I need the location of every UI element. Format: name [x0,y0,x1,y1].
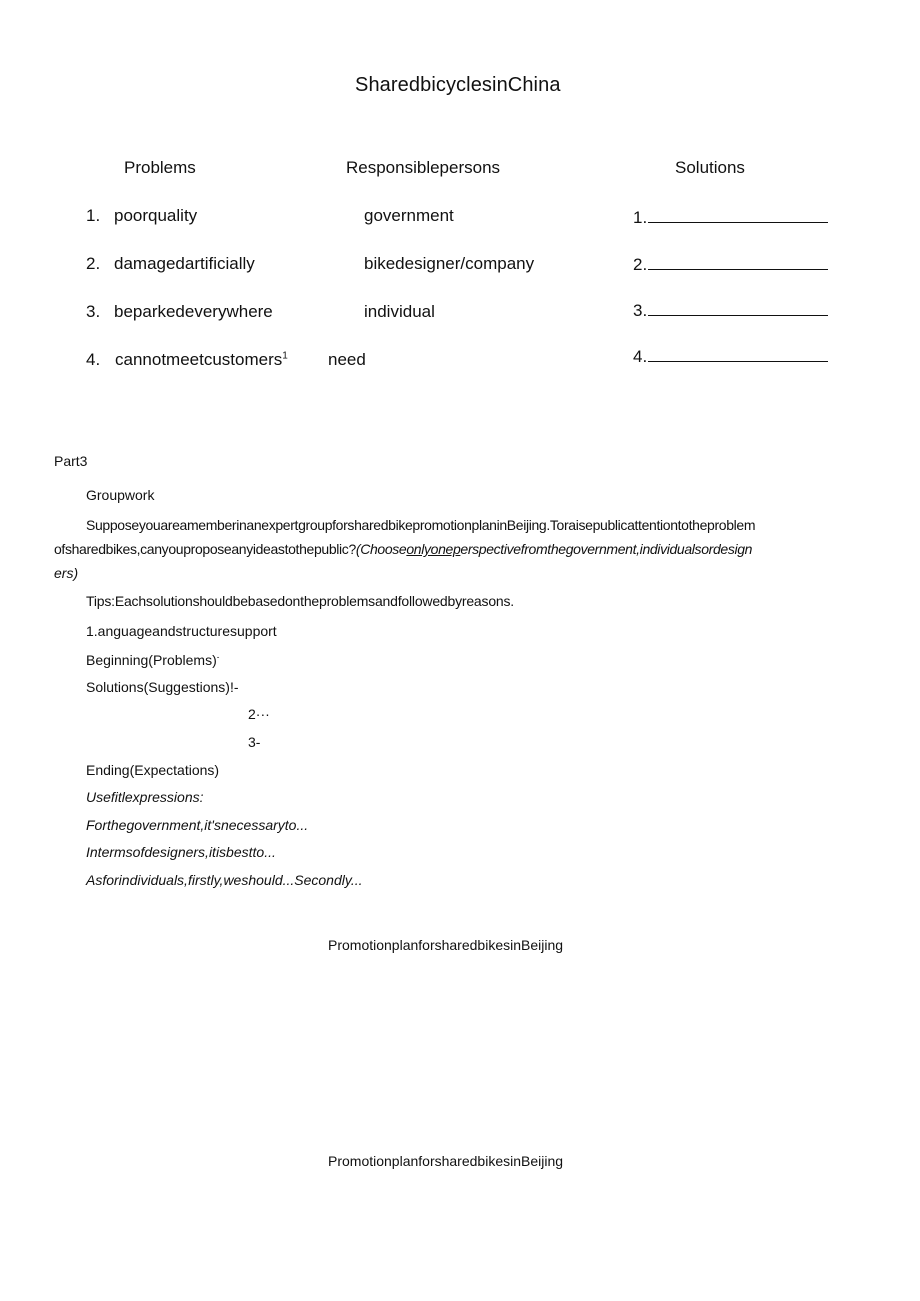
solution-fill-line [648,297,828,316]
prompt-line-3: ers) [54,565,79,581]
solution-blank[interactable] [633,343,828,367]
document-title: SharedbicyclesinChina [355,74,561,96]
responsible-person: government [364,206,454,225]
problem-text: beparkedeverywhere [114,302,273,321]
groupwork-heading: Groupwork [86,487,155,503]
prompt-instruction-underlined: onlyonep [406,541,461,557]
footnote-marker: 1 [282,350,288,362]
tips-text: Tips:Eachsolutionshouldbebasedontheproblemsandfollowedbyreasons. [86,593,514,609]
header-solutions: Solutions [675,158,745,177]
beginning-label [86,652,219,668]
problem-number: 3. [86,302,101,321]
prompt-instruction-b: erspectivefromthegovernment,individualsordesign [460,541,753,557]
solution-blank[interactable] [633,297,828,321]
solution-item-2: 2··· [248,706,270,722]
ending-label: Ending(Expectations) [86,762,220,778]
solution-fill-line [648,343,828,362]
beginning-text: Beginning(Problems) [86,652,217,668]
solution-fill-line [648,251,828,270]
problem-text [115,350,288,370]
part-label: Part3 [54,453,88,469]
solution-item-3: 3- [248,734,261,750]
beginning-mark: - [216,652,220,662]
expression-individuals: Asforindividuals,firstly,weshould...Secondly... [86,872,363,888]
problem-number: 2. [86,254,101,273]
prompt-instruction-a: (Choose [355,541,407,557]
problem-text: damagedartificially [114,254,255,273]
problem-number: 1. [86,206,101,225]
responsible-person: bikedesigner/company [364,254,535,273]
plan-title-repeat: PromotionplanforsharedbikesinBeijing [328,1153,564,1169]
solution-number: 4. [633,347,648,366]
solution-number: 2. [633,255,648,274]
prompt-line-2 [54,537,752,561]
plan-title: PromotionplanforsharedbikesinBeijing [328,937,564,953]
problem-number: 4. [86,350,101,369]
prompt-line-1: SupposeyouareamemberinanexpertgroupforsharedbikepromotionplaninBeijing.Toraisepublicattentiontotheproblem [86,517,756,533]
responsible-person: need [328,350,366,369]
header-problems: Problems [124,158,196,177]
problem-text: poorquality [114,206,198,225]
solution-number: 1. [633,208,648,227]
solution-number: 3. [633,301,648,320]
expression-designers: Intermsofdesigners,itisbestto... [86,844,276,860]
expressions-heading: Usefitlexpressions: [86,789,204,805]
responsible-person: individual [364,302,435,321]
solution-fill-line [648,204,828,223]
problem-text-main: cannotmeetcustomers [115,350,283,369]
header-responsible-persons: Responsiblepersons [346,158,501,177]
solutions-label: Solutions(Suggestions)!- [86,679,239,695]
solution-blank[interactable] [633,204,828,228]
prompt-question: ofsharedbikes,canyouproposeanyideastothepublic? [54,541,356,557]
expression-government: Forthegovernment,it'snecessaryto... [86,817,309,833]
solution-blank[interactable] [633,251,828,275]
support-heading: 1.anguageandstructuresupport [86,623,277,639]
